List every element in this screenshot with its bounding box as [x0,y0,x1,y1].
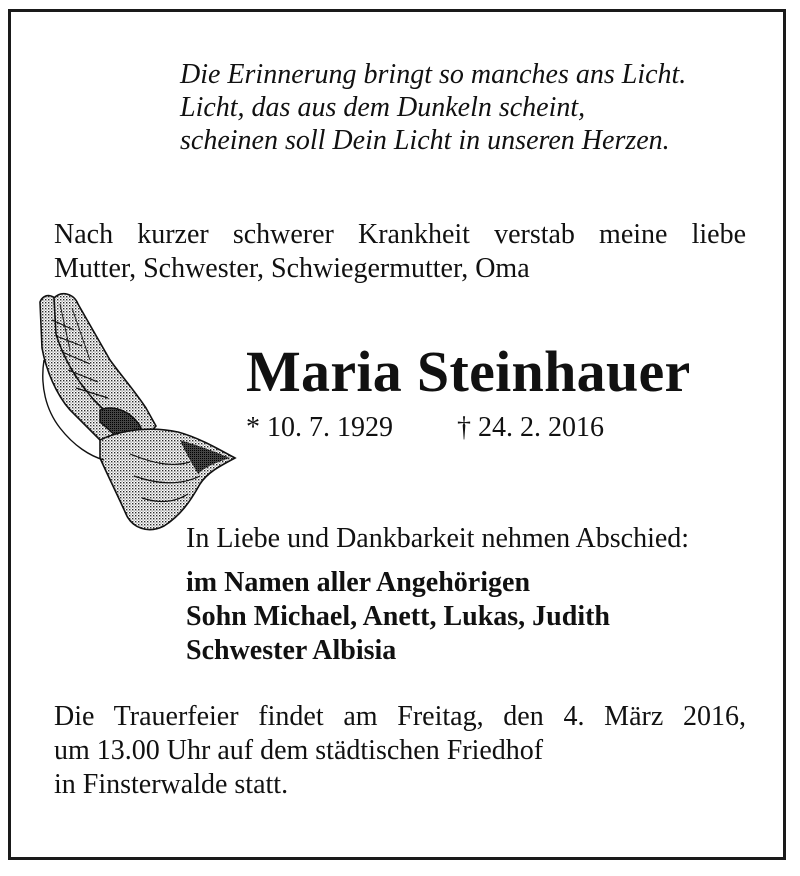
service-line: um 13.00 Uhr auf dem städtischen Friedhof [54,735,544,766]
poem-line: Die Erinnerung bringt so manches ans Licht. [180,59,687,90]
poem-line: scheinen soll Dein Licht in unseren Herzen. [180,125,670,156]
service-line: in Finsterwalde statt. [54,769,289,800]
farewell-line: In Liebe und Dankbarkeit nehmen Abschied: [186,523,690,554]
service-line: Die Trauerfeier findet am Freitag, den 4. März 2016, [54,701,746,732]
intro-line: Nach kurzer schwerer Krankheit verstab meine liebe [54,219,746,250]
mourner-line: Schwester Albisia [186,635,397,666]
death-date: † 24. 2. 2016 [457,412,604,443]
funeral-service-info [54,700,746,802]
poem-line: Licht, das aus dem Dunkeln scheint, [180,92,586,123]
mourner-line: Sohn Michael, Anett, Lukas, Judith [186,601,610,632]
memorial-poem [180,58,686,157]
intro-line: Mutter, Schwester, Schwiegermutter, Oma [54,253,530,284]
praying-hands-icon [30,290,245,540]
deceased-name: Maria Steinhauer [246,339,691,404]
mourners-list [186,566,610,668]
birth-date: * 10. 7. 1929 [246,412,393,443]
announcement-intro [54,218,746,286]
life-dates [246,410,604,446]
mourner-line: im Namen aller Angehörigen [186,567,531,598]
